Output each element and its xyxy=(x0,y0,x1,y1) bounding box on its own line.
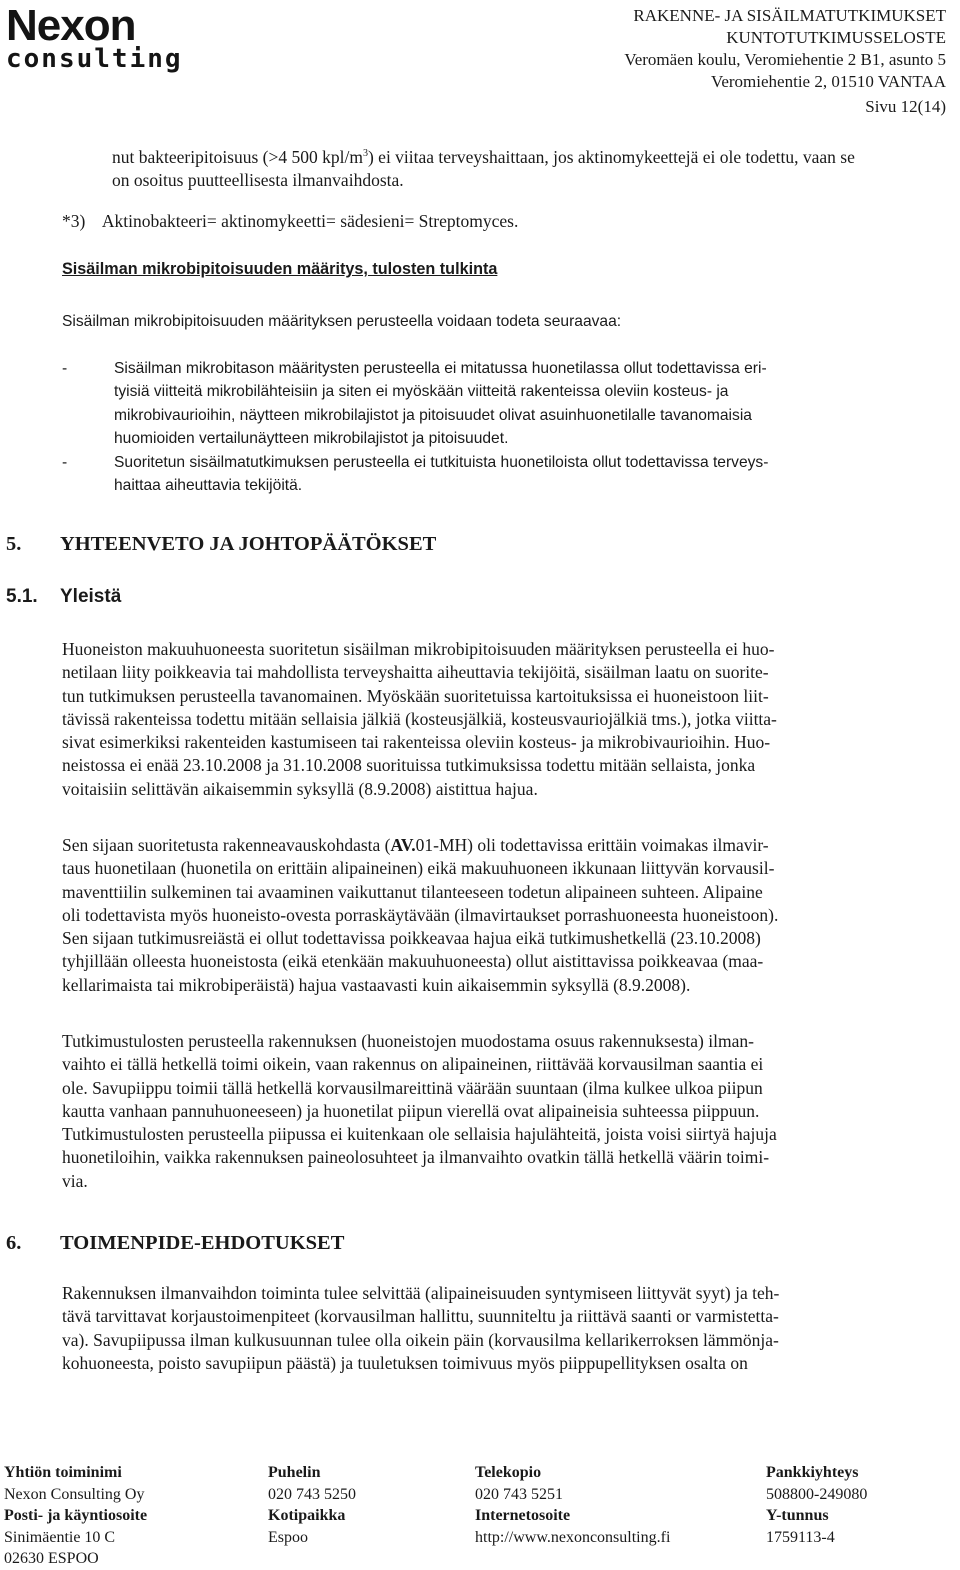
bullet-dash: - xyxy=(62,360,68,377)
paragraph-line: taus huonetilaan (huonetila on erittäin alipaineinen) eikä makuuhuoneen ikkunaan liittyvän korvausil- xyxy=(62,858,775,879)
footer-value: 02630 ESPOO xyxy=(4,1550,99,1567)
header-address-1: Veromäen koulu, Veromiehentie 2 B1, asunto 5 xyxy=(624,50,946,69)
section-5-1-heading xyxy=(6,586,121,608)
bullet-line: haittaa aiheuttavia tekijöitä. xyxy=(114,477,303,495)
paragraph-line: voitaisiin selittävän aikaisemmin syksyllä (8.9.2008) aistittua hajua. xyxy=(62,778,538,799)
footer-value: Sinimäentie 10 C xyxy=(4,1528,116,1546)
p2-text-a: Sen sijaan suoritetusta rakenneavauskohdasta ( xyxy=(62,835,391,855)
intro-paragraph xyxy=(112,146,952,193)
paragraph-line: tun tutkimuksen perusteella tavanomainen. Myöskään suoritetuissa kartoituksissa ei huoneistoon liit- xyxy=(62,685,769,706)
list-item xyxy=(62,357,942,451)
section-6-paragraph-1 xyxy=(62,1282,942,1375)
paragraph-line: huonetiloihin, vaikka rakennuksen paineolosuhteet ja ilmanvaihto ovatkin tällä hetkellä väärin toimi- xyxy=(62,1147,770,1168)
section-5-number: 5. xyxy=(6,533,22,555)
section-6-heading xyxy=(6,1232,344,1255)
bullet-line: mikrobivaurioihin, näytteen mikrobilajistot ja pitoisuudet olivat asuinhuonetilalle tavanomaisia xyxy=(114,406,752,424)
paragraph-line: neistossa ei enää 23.10.2008 ja 31.10.2008 suorituissa tutkimuksissa todettu mitään sellaista, jonka xyxy=(62,755,756,776)
document-header xyxy=(624,5,946,118)
footer-value: 020 743 5250 xyxy=(268,1485,356,1503)
section-5-1-number: 5.1. xyxy=(6,586,38,607)
p2-bold-code: AV. xyxy=(390,835,416,855)
footer-col-fax xyxy=(475,1462,670,1548)
footer-label: Posti- ja käyntiosoite xyxy=(4,1507,148,1524)
paragraph-line: ole. Savupiippu toimii tällä hetkellä korvausilmareittinä väärään suuntaan (ilma kulkee ulkoa piipun xyxy=(62,1077,763,1098)
footer-col-phone xyxy=(268,1462,356,1548)
footer-website-link[interactable]: http://www.nexonconsulting.fi xyxy=(475,1528,671,1546)
section-5-paragraph-1 xyxy=(62,638,942,801)
paragraph-line: Sen sijaan tutkimusreiästä ei ollut todettavissa poikkeavaa hajua eikä tutkimushetkellä (23.10.2008) xyxy=(62,928,761,949)
section-heading-microbe: Sisäilman mikrobipitoisuuden määritys, tulosten tulkinta xyxy=(62,260,498,278)
microbe-intro xyxy=(62,310,621,333)
microbe-intro-text: Sisäilman mikrobipitoisuuden määrityksen perusteella voidaan todeta seuraavaa: xyxy=(62,313,622,330)
paragraph-line: va). Savupiipussa ilman kulkusuunnan tulee olla oikein päin (korvausilma kellarikerroksen lämmönja- xyxy=(62,1329,779,1350)
bullet-dash: - xyxy=(62,454,68,471)
logo-wordmark-consulting: consulting xyxy=(6,44,183,74)
footer-value: Espoo xyxy=(268,1528,308,1546)
footer-label: Pankkiyhteys xyxy=(766,1464,859,1481)
logo-wordmark-nexon: Nexon xyxy=(6,1,136,50)
paragraph-line: kohuoneesta, poisto savupiipun päästä) ja tuuletuksen toimivuus myös piippupellityksen osalta on xyxy=(62,1352,748,1373)
header-address-2: Veromiehentie 2, 01510 VANTAA xyxy=(710,72,946,91)
paragraph-line: maventtiilin sulkeminen tai avaaminen vaikuttanut tilanteeseen todetun alipaineen suhteen. Alipaine xyxy=(62,881,763,902)
bullet-line: Suoritetun sisäilmatutkimuksen perusteella ei tutkituista huonetiloista ollut todettavissa terveys- xyxy=(114,454,769,471)
bullet-text xyxy=(114,451,768,498)
paragraph-line: oli todettavista myös huoneisto-ovesta porraskäytävään (ilmavirtaukset porrashuoneesta huoneistoon). xyxy=(62,904,779,925)
bullet-line: huomioiden vertailunäytteen mikrobilajistot ja pitoisuudet. xyxy=(114,429,509,447)
intro-line-1 xyxy=(112,146,952,169)
footer-label: Telekopio xyxy=(475,1464,542,1481)
intro-line-1-b: ) ei viitaa terveyshaittaan, jos aktinomykeettejä ei ole todettu, vaan se xyxy=(367,147,855,167)
paragraph-line: kellarimaista tai mikrobiperäistä) hajua vastaavasti kuin aikaisemmin syksyllä (8.9.2008). xyxy=(62,974,691,995)
footnote-text: *3) Aktinobakteeri= aktinomykeetti= sädesieni= Streptomyces. xyxy=(62,211,519,231)
footnote xyxy=(62,210,518,233)
footer-col-company xyxy=(4,1462,147,1570)
footer-label: Y-tunnus xyxy=(766,1507,829,1524)
bullet-line: tyisiä viitteitä mikrobilähteisiin ja siten ei myöskään viitteitä rakenteissa oleviin kosteus- ja xyxy=(114,383,729,401)
header-subtitle: KUNTOTUTKIMUSSELOSTE xyxy=(726,28,946,47)
intro-line-2: on osoitus puutteellisesta ilmanvaihdosta. xyxy=(112,170,404,191)
paragraph-line: Rakennuksen ilmanvaihdon toiminta tulee selvittää (alipaineisuuden syntymiseen liittyvät syyt) ja teh- xyxy=(62,1283,780,1303)
paragraph-line: tävissä rakenteissa todettu mitään sellaisia jälkiä (kosteusjälkiä, kosteusvauriojälkiä tms.), jotka viitta- xyxy=(62,708,777,729)
bullet-line: Sisäilman mikrobitason määritysten perusteella ei mitatussa huonetilassa ollut todettavissa eri- xyxy=(114,360,767,377)
list-item xyxy=(62,451,942,498)
paragraph-line: kautta vanhaan pannuhuoneeseen) ja huonetilat piipun vierellä ovat alipaineisia suhteessa piippuun. xyxy=(62,1100,760,1121)
paragraph-line: vaihto ei tällä hetkellä toimi oikein, vaan rakennus on alipaineinen, riittävää korvausilman saantia ei xyxy=(62,1054,764,1075)
footer-value: 020 743 5251 xyxy=(475,1485,563,1503)
section-6-title: TOIMENPIDE-EHDOTUKSET xyxy=(60,1232,345,1254)
paragraph-line: netilaan liity poikkeavia tai mahdollista terveyshaitta aiheuttavia tekijöitä, sisäilman laatu on suorite- xyxy=(62,662,769,683)
paragraph-line: tävä tarvittavat korjaustoimenpiteet (korvausilman hallittu, suunniteltu ja riittävä saanti or varmistetta- xyxy=(62,1306,779,1327)
company-logo xyxy=(6,1,221,74)
section-5-title: YHTEENVETO JA JOHTOPÄÄTÖKSET xyxy=(60,533,437,555)
paragraph-line: sivat esimerkiksi rakenteiden kastumiseen tai rakenteissa oleviin kosteus- ja mikrobivaurioihin. Huo- xyxy=(62,732,771,753)
section-5-paragraph-3 xyxy=(62,1030,942,1193)
paragraph-line: Huoneiston makuuhuoneesta suoritetun sisäilman mikrobipitoisuuden määrityksen perusteella ei huo- xyxy=(62,639,775,659)
footer-label: Puhelin xyxy=(268,1464,321,1481)
paragraph-line: Tutkimustulosten perusteella rakennuksen (huoneistojen muodostama osuus rakennuksesta) ilman- xyxy=(62,1031,754,1051)
footer-value: 1759113-4 xyxy=(766,1528,835,1546)
page-number: Sivu 12(14) xyxy=(865,97,946,116)
footer-label: Yhtiön toiminimi xyxy=(4,1464,122,1481)
bullet-text xyxy=(114,357,767,450)
footer-label: Internetosoite xyxy=(475,1507,571,1524)
section-6-number: 6. xyxy=(6,1232,22,1254)
paragraph-line: tyhjillään olleesta huoneistosta (eikä etenkään makuuhuoneesta) ollut aistittavissa poikkeavaa (maa- xyxy=(62,951,764,972)
footer-col-bank xyxy=(766,1462,867,1548)
intro-line-1-a: nut bakteeripitoisuus (>4 500 kpl/m xyxy=(112,147,363,167)
section-5-paragraph-2 xyxy=(62,834,942,997)
intro-sup: 3 xyxy=(362,148,368,160)
header-title: RAKENNE- JA SISÄILMATUTKIMUKSET xyxy=(633,6,946,25)
footer-value: Nexon Consulting Oy xyxy=(4,1485,145,1503)
paragraph-line xyxy=(62,834,942,857)
paragraph-line: Tutkimustulosten perusteella piipussa ei kuitenkaan ole sellaisia hajulähteitä, joista voisi siirtyä hajuja xyxy=(62,1124,777,1145)
p2-text-b: 01-MH) oli todettavissa erittäin voimakas ilmavir- xyxy=(415,835,769,855)
section-5-1-title: Yleistä xyxy=(60,586,122,607)
footer-label: Kotipaikka xyxy=(268,1507,346,1524)
microbe-bullet-list xyxy=(62,357,942,498)
footer-value: 508800-249080 xyxy=(766,1485,868,1503)
paragraph-line: via. xyxy=(62,1170,88,1191)
section-5-heading xyxy=(6,533,436,556)
